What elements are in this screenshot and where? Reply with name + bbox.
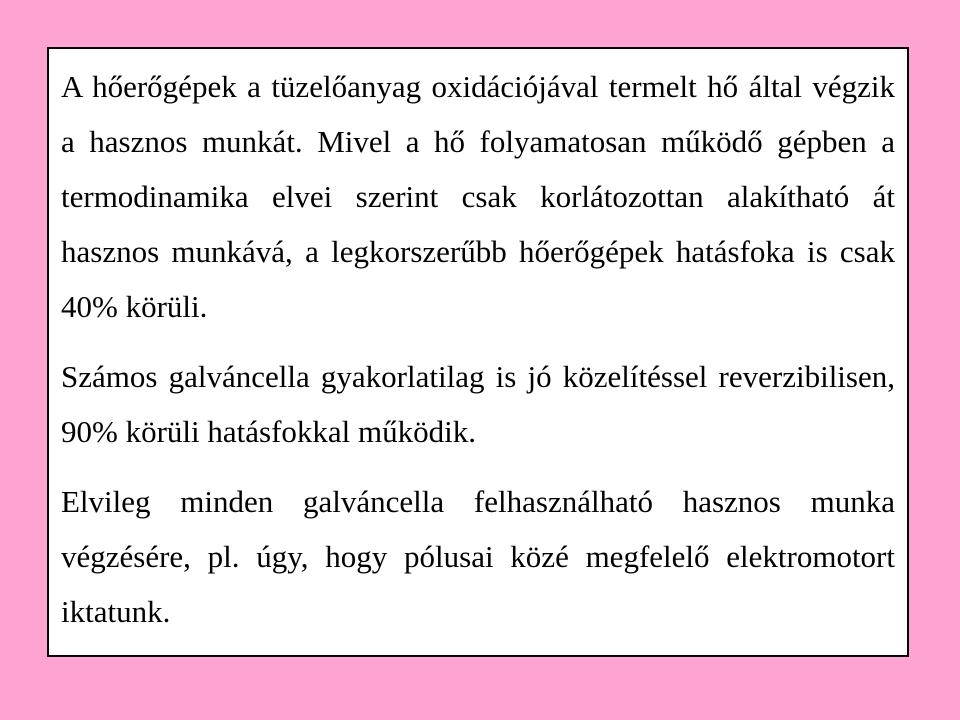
paragraph-useful-work: Elvileg minden galváncella felhasználható hasznos munka végzésére, pl. úgy, hogy pólusai közé megfelelő elektromotort iktatunk. xyxy=(61,484,895,629)
text-box xyxy=(47,47,909,657)
paragraph-heat-engines: A hőerőgépek a tüzelőanyag oxidációjával termelt hő által végzik a hasznos munkát. Mivel a hő folyamatosan működő gépben a termodinamika elvei szerint csak korlátozottan alakítható át hasznos munkává, a legkorszerűbb hőerőgépek hatásfoka is csak 40% körüli. xyxy=(61,69,895,324)
paragraph-galvanic-cells: Számos galváncella gyakorlatilag is jó közelítéssel reverzibilisen, 90% körüli hatásfokkal működik. xyxy=(61,359,895,449)
